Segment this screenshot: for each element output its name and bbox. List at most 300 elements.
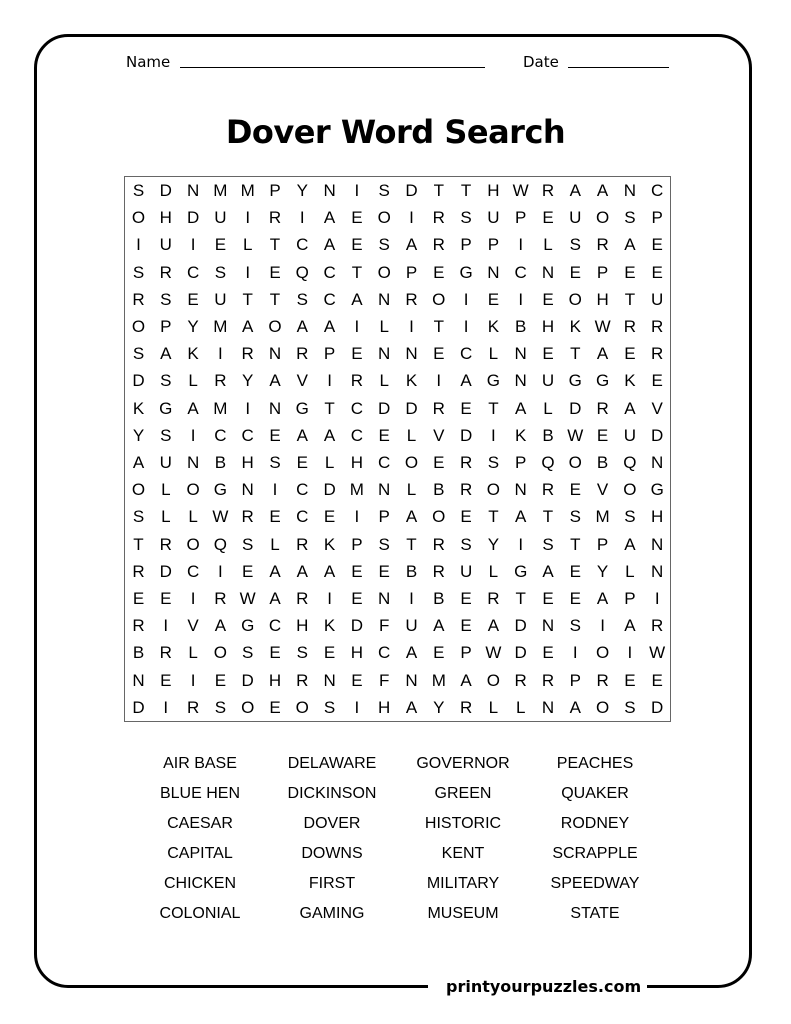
grid-letter[interactable]: T — [269, 289, 281, 309]
grid-letter[interactable]: A — [433, 616, 445, 636]
grid-letter[interactable]: R — [432, 398, 445, 418]
grid-letter[interactable]: R — [350, 371, 364, 391]
grid-letter[interactable]: A — [323, 425, 336, 445]
grid-letter[interactable]: I — [491, 425, 496, 445]
grid-letter[interactable]: S — [323, 697, 336, 717]
grid-letter[interactable]: S — [160, 371, 172, 391]
grid-letter[interactable]: H — [378, 697, 391, 717]
grid-letter[interactable]: R — [541, 670, 555, 690]
grid-letter[interactable]: H — [241, 453, 254, 472]
grid-letter[interactable]: W — [567, 425, 584, 445]
grid-letter[interactable]: O — [432, 507, 446, 527]
grid-letter[interactable]: E — [433, 262, 445, 282]
grid-letter[interactable]: R — [651, 344, 664, 364]
grid-letter[interactable]: E — [651, 262, 663, 282]
grid-letter[interactable]: E — [378, 425, 390, 445]
grid-letter[interactable]: R — [405, 289, 418, 309]
grid-letter[interactable]: A — [569, 181, 581, 200]
grid-letter[interactable]: R — [132, 616, 145, 636]
grid-letter[interactable]: S — [160, 289, 172, 309]
grid-letter[interactable]: E — [460, 616, 472, 636]
grid-letter[interactable]: Y — [187, 317, 199, 336]
grid-letter[interactable]: Y — [132, 425, 145, 445]
grid-letter[interactable]: R — [541, 181, 555, 200]
grid-letter[interactable]: A — [323, 208, 336, 228]
grid-letter[interactable]: I — [436, 371, 442, 391]
grid-letter[interactable]: N — [541, 262, 555, 282]
grid-letter[interactable]: L — [324, 453, 335, 472]
grid-letter[interactable]: Y — [296, 181, 308, 200]
grid-letter[interactable]: B — [433, 480, 445, 500]
grid-letter[interactable]: O — [268, 317, 282, 336]
grid-letter[interactable]: T — [570, 534, 581, 554]
grid-letter[interactable]: C — [186, 262, 200, 282]
grid-letter[interactable]: E — [351, 344, 363, 364]
grid-letter[interactable]: D — [241, 670, 254, 690]
grid-letter[interactable]: I — [190, 425, 196, 445]
grid-letter[interactable]: W — [649, 643, 666, 663]
grid-letter[interactable]: W — [512, 181, 529, 200]
grid-letter[interactable]: E — [214, 235, 227, 255]
grid-letter[interactable]: I — [272, 480, 278, 500]
grid-letter[interactable]: Q — [295, 262, 309, 282]
grid-letter[interactable]: E — [433, 453, 445, 472]
grid-letter[interactable]: I — [627, 643, 633, 663]
grid-letter[interactable]: H — [350, 643, 364, 663]
grid-letter[interactable]: A — [405, 697, 418, 717]
grid-letter[interactable]: S — [460, 208, 472, 228]
grid-letter[interactable]: E — [569, 589, 581, 608]
grid-letter[interactable]: U — [569, 208, 582, 228]
grid-letter[interactable]: M — [213, 181, 228, 200]
grid-letter[interactable]: N — [405, 670, 418, 690]
grid-letter[interactable]: K — [515, 425, 527, 445]
grid-letter[interactable]: U — [405, 616, 418, 636]
grid-letter[interactable]: Y — [433, 697, 445, 717]
grid-letter[interactable]: E — [651, 235, 663, 255]
grid-letter[interactable]: I — [463, 317, 469, 336]
grid-letter[interactable]: O — [568, 289, 582, 309]
grid-letter[interactable]: T — [324, 398, 335, 418]
grid-letter[interactable]: I — [409, 208, 414, 228]
grid-letter[interactable]: R — [596, 398, 609, 418]
grid-letter[interactable]: R — [241, 507, 254, 527]
grid-letter[interactable]: S — [624, 697, 636, 717]
grid-letter[interactable]: G — [595, 371, 610, 391]
grid-letter[interactable]: U — [159, 235, 172, 255]
grid-letter[interactable]: A — [323, 235, 336, 255]
grid-letter[interactable]: G — [295, 398, 309, 418]
grid-letter[interactable]: R — [132, 289, 145, 309]
grid-letter[interactable]: O — [595, 208, 610, 228]
grid-letter[interactable]: P — [378, 507, 390, 527]
grid-letter[interactable]: E — [624, 262, 636, 282]
grid-letter[interactable]: E — [214, 670, 227, 690]
grid-letter[interactable]: E — [542, 208, 554, 228]
grid-letter[interactable]: I — [654, 589, 660, 608]
grid-letter[interactable]: E — [132, 589, 145, 608]
grid-letter[interactable]: T — [460, 181, 472, 200]
grid-letter[interactable]: H — [487, 181, 500, 200]
grid-letter[interactable]: V — [433, 425, 445, 445]
grid-letter[interactable]: S — [269, 453, 281, 472]
grid-letter[interactable]: T — [570, 344, 581, 364]
grid-letter[interactable]: G — [213, 480, 227, 500]
grid-letter[interactable]: S — [160, 425, 172, 445]
grid-letter[interactable]: C — [214, 425, 227, 445]
grid-letter[interactable]: T — [269, 235, 281, 255]
grid-letter[interactable]: F — [378, 616, 390, 636]
grid-letter[interactable]: N — [323, 181, 336, 200]
grid-letter[interactable]: Q — [623, 453, 637, 472]
grid-letter[interactable]: T — [515, 589, 526, 608]
grid-letter[interactable]: A — [624, 235, 636, 255]
grid-letter[interactable]: C — [378, 643, 391, 663]
grid-letter[interactable]: A — [460, 670, 472, 690]
grid-letter[interactable]: O — [595, 697, 610, 717]
grid-letter[interactable]: L — [515, 697, 526, 717]
grid-letter[interactable]: M — [431, 670, 446, 690]
grid-letter[interactable]: L — [543, 235, 553, 255]
grid-letter[interactable]: P — [487, 235, 500, 255]
grid-letter[interactable]: A — [515, 398, 527, 418]
grid-letter[interactable]: S — [378, 534, 390, 554]
grid-letter[interactable]: L — [488, 561, 499, 581]
grid-letter[interactable]: C — [350, 425, 364, 445]
grid-letter[interactable]: E — [624, 670, 636, 690]
grid-letter[interactable]: I — [163, 697, 169, 717]
grid-letter[interactable]: E — [460, 507, 472, 527]
grid-letter[interactable]: R — [596, 670, 609, 690]
grid-letter[interactable]: P — [405, 262, 418, 282]
grid-letter[interactable]: G — [159, 398, 173, 418]
grid-letter[interactable]: D — [651, 425, 664, 445]
grid-letter[interactable]: H — [541, 317, 555, 336]
grid-letter[interactable]: D — [186, 208, 200, 228]
grid-letter[interactable]: I — [518, 534, 524, 554]
grid-letter[interactable]: R — [432, 561, 445, 581]
grid-letter[interactable]: R — [487, 589, 500, 608]
grid-letter[interactable]: K — [323, 616, 336, 636]
grid-letter[interactable]: I — [218, 344, 223, 364]
grid-letter[interactable]: E — [269, 507, 281, 527]
grid-letter[interactable]: M — [240, 181, 255, 200]
grid-letter[interactable]: R — [159, 534, 172, 554]
grid-letter[interactable]: U — [651, 289, 664, 309]
grid-letter[interactable]: A — [624, 398, 636, 418]
grid-letter[interactable]: I — [354, 507, 360, 527]
grid-letter[interactable]: P — [651, 208, 663, 228]
grid-letter[interactable]: E — [269, 697, 281, 717]
grid-letter[interactable]: N — [268, 344, 282, 364]
grid-letter[interactable]: R — [296, 344, 309, 364]
grid-letter[interactable]: A — [160, 344, 172, 364]
grid-letter[interactable]: B — [596, 453, 609, 472]
grid-letter[interactable]: E — [351, 561, 363, 581]
grid-letter[interactable]: A — [596, 589, 609, 608]
grid-letter[interactable]: E — [569, 480, 581, 500]
grid-letter[interactable]: V — [187, 616, 199, 636]
grid-letter[interactable]: Q — [213, 534, 227, 554]
grid-letter[interactable]: B — [214, 453, 227, 472]
grid-letter[interactable]: N — [241, 480, 254, 500]
grid-letter[interactable]: K — [187, 344, 199, 364]
grid-letter[interactable]: I — [299, 208, 305, 228]
grid-letter[interactable]: P — [569, 670, 581, 690]
grid-letter[interactable]: A — [323, 561, 336, 581]
grid-letter[interactable]: U — [459, 561, 473, 581]
grid-letter[interactable]: C — [350, 398, 364, 418]
grid-letter[interactable]: S — [378, 181, 390, 200]
grid-letter[interactable]: P — [351, 534, 363, 554]
grid-letter[interactable]: E — [160, 670, 172, 690]
grid-letter[interactable]: A — [596, 181, 609, 200]
grid-letter[interactable]: L — [379, 371, 389, 391]
grid-letter[interactable]: N — [268, 398, 282, 418]
grid-letter[interactable]: N — [651, 561, 664, 581]
grid-letter[interactable]: I — [190, 589, 196, 608]
grid-letter[interactable]: S — [542, 534, 554, 554]
grid-letter[interactable]: N — [623, 181, 637, 200]
grid-letter[interactable]: P — [596, 534, 609, 554]
grid-letter[interactable]: O — [131, 480, 146, 500]
grid-letter[interactable]: L — [188, 371, 198, 391]
grid-letter[interactable]: D — [405, 181, 418, 200]
grid-letter[interactable]: B — [405, 561, 418, 581]
grid-letter[interactable]: L — [270, 534, 280, 554]
grid-letter[interactable]: E — [242, 561, 254, 581]
grid-letter[interactable]: E — [351, 589, 363, 608]
grid-letter[interactable]: R — [296, 589, 309, 608]
grid-letter[interactable]: T — [488, 398, 499, 418]
grid-letter[interactable]: R — [296, 670, 309, 690]
grid-letter[interactable]: B — [433, 589, 445, 608]
grid-letter[interactable]: W — [594, 317, 611, 336]
grid-letter[interactable]: E — [433, 344, 445, 364]
grid-letter[interactable]: I — [245, 208, 251, 228]
grid-letter[interactable]: R — [214, 371, 227, 391]
grid-letter[interactable]: I — [190, 670, 196, 690]
grid-letter[interactable]: B — [132, 643, 145, 663]
grid-letter[interactable]: S — [460, 534, 472, 554]
grid-letter[interactable]: O — [131, 208, 146, 228]
grid-letter[interactable]: R — [541, 480, 555, 500]
grid-letter[interactable]: E — [569, 262, 581, 282]
grid-letter[interactable]: L — [488, 697, 499, 717]
grid-letter[interactable]: R — [296, 534, 309, 554]
grid-letter[interactable]: L — [161, 507, 171, 527]
grid-letter[interactable]: A — [296, 425, 308, 445]
grid-letter[interactable]: R — [214, 589, 227, 608]
grid-letter[interactable]: I — [409, 589, 414, 608]
grid-letter[interactable]: S — [242, 534, 254, 554]
grid-letter[interactable]: V — [296, 371, 308, 391]
grid-letter[interactable]: O — [186, 480, 200, 500]
grid-letter[interactable]: P — [515, 208, 527, 228]
grid-letter[interactable]: D — [569, 398, 582, 418]
grid-letter[interactable]: R — [186, 697, 200, 717]
grid-letter[interactable]: U — [214, 208, 227, 228]
grid-letter[interactable]: O — [486, 480, 500, 500]
grid-letter[interactable]: A — [132, 453, 145, 472]
grid-letter[interactable]: N — [186, 181, 200, 200]
grid-letter[interactable]: O — [595, 643, 610, 663]
grid-letter[interactable]: D — [132, 371, 145, 391]
grid-letter[interactable]: N — [378, 589, 391, 608]
grid-letter[interactable]: L — [242, 235, 253, 255]
grid-letter[interactable]: C — [459, 344, 473, 364]
grid-letter[interactable]: S — [214, 262, 227, 282]
grid-letter[interactable]: N — [514, 480, 527, 500]
grid-letter[interactable]: W — [212, 507, 229, 527]
grid-letter[interactable]: H — [268, 670, 282, 690]
grid-letter[interactable]: D — [514, 616, 527, 636]
grid-letter[interactable]: L — [543, 398, 553, 418]
grid-letter[interactable]: A — [569, 697, 581, 717]
grid-letter[interactable]: N — [514, 344, 527, 364]
grid-letter[interactable]: H — [296, 616, 309, 636]
grid-letter[interactable]: V — [596, 480, 609, 500]
grid-letter[interactable]: C — [268, 616, 282, 636]
grid-letter[interactable]: E — [542, 344, 554, 364]
grid-letter[interactable]: L — [406, 480, 417, 500]
grid-letter[interactable]: S — [132, 262, 145, 282]
grid-letter[interactable]: R — [514, 670, 527, 690]
grid-letter[interactable]: U — [541, 371, 555, 391]
grid-letter[interactable]: T — [433, 181, 444, 200]
grid-letter[interactable]: I — [409, 317, 414, 336]
grid-letter[interactable]: R — [459, 453, 473, 472]
grid-letter[interactable]: N — [186, 453, 200, 472]
grid-letter[interactable]: G — [459, 262, 473, 282]
grid-letter[interactable]: E — [487, 289, 500, 309]
grid-letter[interactable]: K — [405, 371, 418, 391]
grid-letter[interactable]: D — [132, 697, 145, 717]
grid-letter[interactable]: K — [624, 371, 636, 391]
grid-letter[interactable]: R — [432, 208, 445, 228]
grid-letter[interactable]: D — [651, 697, 664, 717]
grid-letter[interactable]: E — [542, 589, 554, 608]
grid-letter[interactable]: A — [269, 561, 281, 581]
grid-letter[interactable]: O — [623, 480, 637, 500]
grid-letter[interactable]: C — [651, 181, 664, 200]
grid-letter[interactable]: Y — [487, 534, 500, 554]
grid-letter[interactable]: G — [514, 561, 528, 581]
grid-letter[interactable]: I — [245, 262, 251, 282]
grid-letter[interactable]: F — [378, 670, 390, 690]
grid-letter[interactable]: E — [542, 643, 554, 663]
grid-letter[interactable]: E — [651, 670, 663, 690]
grid-letter[interactable]: C — [296, 235, 309, 255]
grid-letter[interactable]: R — [159, 262, 172, 282]
grid-letter[interactable]: R — [432, 235, 445, 255]
grid-letter[interactable]: P — [160, 317, 172, 336]
grid-letter[interactable]: S — [624, 208, 636, 228]
grid-letter[interactable]: L — [188, 643, 198, 663]
grid-letter[interactable]: S — [487, 453, 500, 472]
grid-letter[interactable]: W — [239, 589, 256, 608]
grid-letter[interactable]: D — [323, 480, 336, 500]
grid-letter[interactable]: K — [487, 317, 500, 336]
grid-letter[interactable]: T — [433, 317, 444, 336]
grid-letter[interactable]: C — [323, 289, 336, 309]
grid-letter[interactable]: O — [213, 643, 227, 663]
grid-letter[interactable]: U — [623, 425, 637, 445]
grid-letter[interactable]: D — [350, 616, 364, 636]
grid-letter[interactable]: E — [323, 643, 336, 663]
grid-letter[interactable]: L — [488, 344, 499, 364]
grid-letter[interactable]: L — [188, 507, 198, 527]
grid-letter[interactable]: G — [650, 480, 664, 500]
grid-letter[interactable]: H — [596, 289, 609, 309]
grid-letter[interactable]: T — [242, 289, 253, 309]
grid-letter[interactable]: H — [651, 507, 664, 527]
grid-letter[interactable]: D — [405, 398, 418, 418]
grid-letter[interactable]: I — [572, 643, 578, 663]
grid-letter[interactable]: A — [405, 235, 418, 255]
grid-letter[interactable]: T — [406, 534, 417, 554]
grid-letter[interactable]: A — [296, 561, 308, 581]
grid-letter[interactable]: R — [459, 480, 473, 500]
grid-letter[interactable]: I — [463, 289, 469, 309]
grid-letter[interactable]: R — [651, 317, 664, 336]
grid-letter[interactable]: E — [323, 507, 336, 527]
grid-letter[interactable]: Y — [242, 371, 254, 391]
grid-letter[interactable]: E — [269, 643, 281, 663]
grid-letter[interactable]: K — [323, 534, 336, 554]
grid-letter[interactable]: M — [213, 398, 228, 418]
grid-letter[interactable]: I — [354, 317, 360, 336]
grid-letter[interactable]: A — [542, 561, 554, 581]
grid-letter[interactable]: A — [323, 317, 336, 336]
grid-letter[interactable]: N — [378, 480, 391, 500]
grid-letter[interactable]: T — [133, 534, 144, 554]
grid-letter[interactable]: C — [514, 262, 527, 282]
grid-letter[interactable]: E — [160, 589, 172, 608]
grid-letter[interactable]: O — [241, 697, 255, 717]
grid-letter[interactable]: H — [159, 208, 172, 228]
grid-letter[interactable]: R — [159, 643, 172, 663]
grid-letter[interactable]: A — [405, 507, 418, 527]
grid-letter[interactable]: N — [323, 670, 336, 690]
grid-letter[interactable]: D — [159, 561, 172, 581]
grid-letter[interactable]: V — [651, 398, 663, 418]
grid-letter[interactable]: R — [651, 616, 664, 636]
grid-letter[interactable]: B — [542, 425, 554, 445]
grid-letter[interactable]: I — [518, 289, 524, 309]
grid-letter[interactable]: I — [354, 181, 360, 200]
grid-letter[interactable]: C — [241, 425, 254, 445]
grid-letter[interactable]: M — [213, 317, 228, 336]
grid-letter[interactable]: R — [432, 534, 445, 554]
grid-letter[interactable]: C — [296, 480, 309, 500]
grid-letter[interactable]: M — [595, 507, 610, 527]
grid-letter[interactable]: A — [515, 507, 527, 527]
grid-letter[interactable]: N — [651, 534, 664, 554]
grid-letter[interactable]: A — [214, 616, 227, 636]
grid-letter[interactable]: A — [487, 616, 500, 636]
grid-letter[interactable]: W — [485, 643, 502, 663]
grid-letter[interactable]: D — [459, 425, 473, 445]
grid-letter[interactable]: E — [296, 453, 308, 472]
grid-letter[interactable]: U — [159, 453, 172, 472]
grid-letter[interactable]: S — [132, 507, 145, 527]
grid-letter[interactable]: E — [269, 425, 281, 445]
grid-letter[interactable]: C — [296, 507, 309, 527]
grid-letter[interactable]: O — [131, 317, 146, 336]
grid-letter[interactable]: N — [132, 670, 145, 690]
grid-letter[interactable]: A — [242, 317, 254, 336]
